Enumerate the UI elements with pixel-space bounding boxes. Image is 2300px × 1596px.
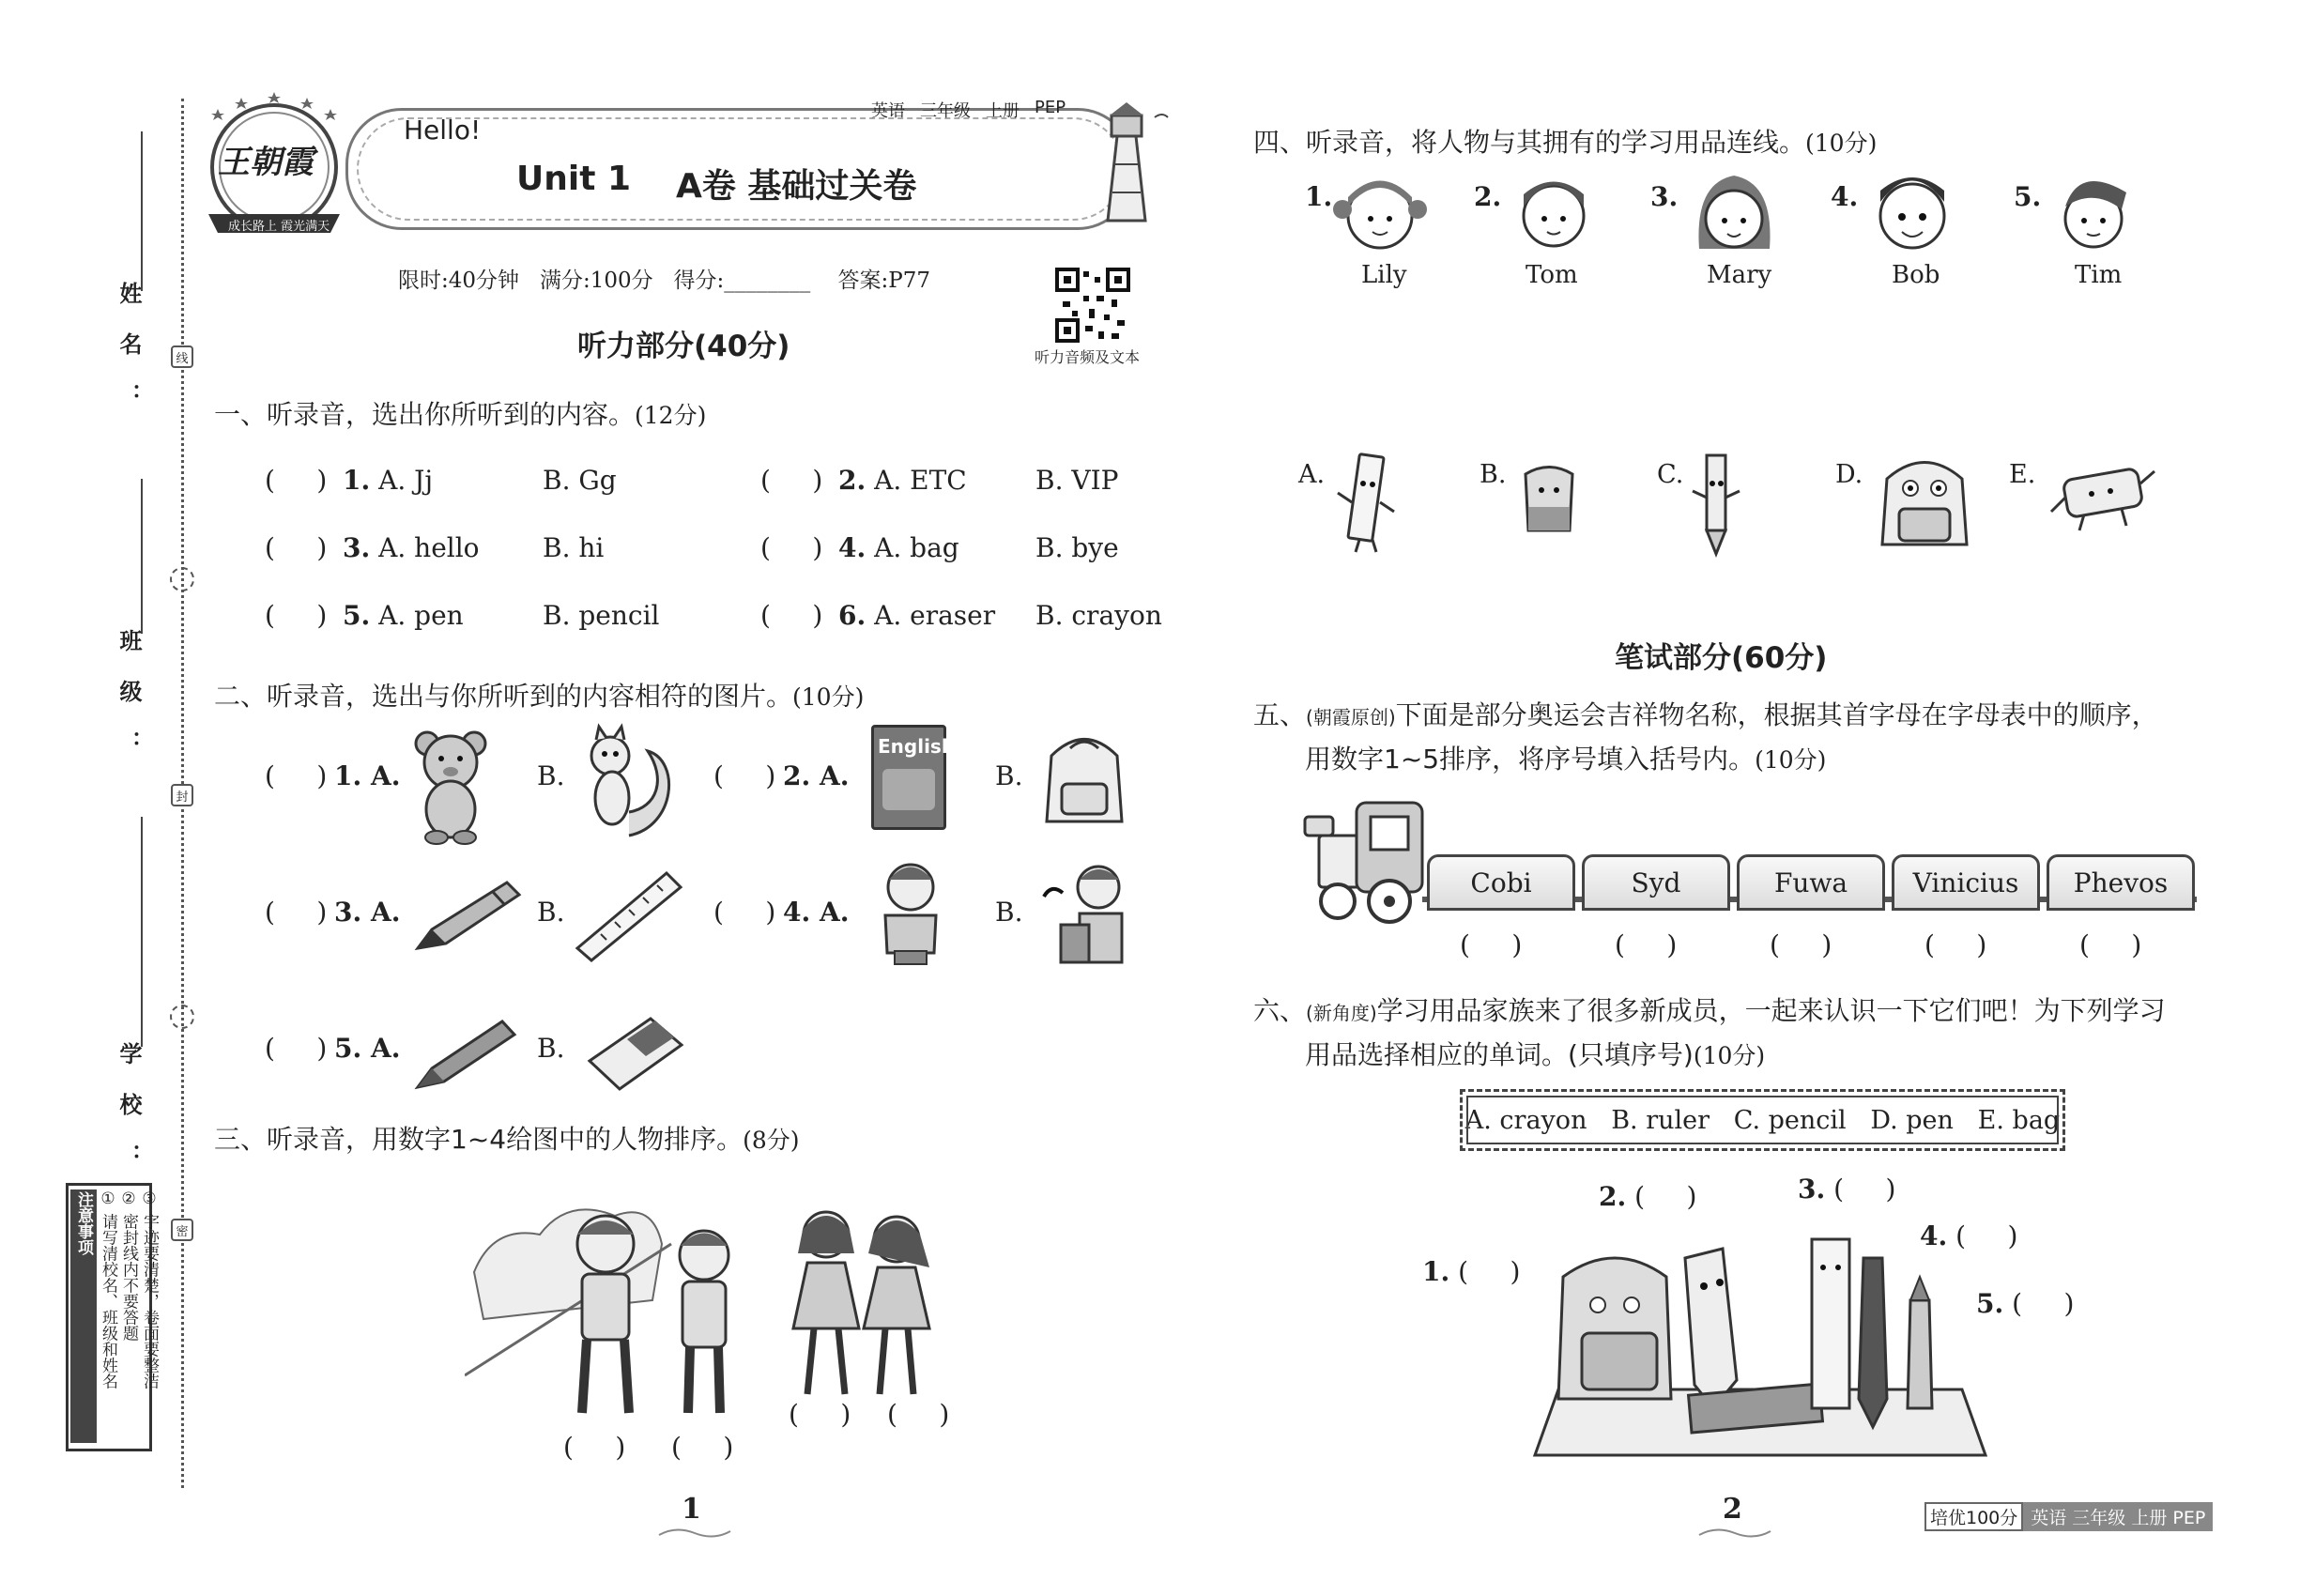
crayon-icon[interactable] [408,1014,521,1094]
question-number: 3. A. [334,897,401,928]
answer-blank[interactable]: ( ) [2079,929,2142,960]
option-a: A. hello [378,532,480,563]
section-6-text: 学习用品家族来了很多新成员，一起来认识一下它们吧！为下列学习 [1376,995,2166,1026]
label-number: 2. [1599,1181,1627,1212]
class-blank[interactable] [141,479,143,634]
greeting: Hello! [404,115,482,146]
notice-box [66,1183,159,1451]
qr-caption: 听力音频及文本 [1035,348,1141,366]
section-5-prefix: 五、 [1253,699,1307,730]
meta-subject: 英语 [871,101,905,121]
brand-tags: 英语 三年级 上册 PEP [2023,1502,2213,1531]
section-5-tag: (朝霞原创) [1306,706,1396,729]
title-main: A卷 基础过关卷 [676,167,917,206]
section-1-points: (12分) [635,402,707,429]
children-walking-illustration [465,1188,972,1422]
person-number: 1. [1305,181,1333,212]
question-number: 4. A. [783,897,850,928]
person-name: Mary [1707,261,1772,289]
squirrel-icon[interactable] [573,723,676,845]
cut-mark-line: 线 [171,345,193,368]
section-2-title [214,676,864,714]
section-5-title [1253,695,2158,732]
meta-tags [871,98,1066,122]
answer-blank[interactable]: ( ) [713,897,776,928]
person-number: 5. [2014,181,2042,212]
person-number: 3. [1650,181,1679,212]
question-item [838,465,967,496]
exam-info: 限时:40分钟 满分:100分 得分:________ 答案:P77 [398,269,931,293]
train-car: Vinicius [1892,854,2040,911]
eraser-icon[interactable] [580,1009,688,1098]
section-6-prefix: 六、 [1253,995,1307,1026]
stationery-label [1599,1181,1696,1212]
question-number: 6. [838,600,866,631]
writing-title: 笔试部分(60分) [1615,641,1828,675]
page-number-right: 2 [1723,1493,1742,1526]
stationery-label [1422,1256,1520,1287]
answer-blank[interactable]: ( ) [265,897,328,928]
title-unit: Unit 1 [516,160,631,198]
person-name: Bob [1892,261,1940,289]
answer-blank[interactable]: ( ) [1449,1256,1521,1287]
notice-title: 注意事项 [70,1189,97,1443]
answer-blank[interactable]: ( ) [1460,929,1523,960]
section-1-title [214,394,706,432]
question-number: 4. [838,532,866,563]
person-number: 4. [1831,181,1859,212]
train-car: Syd [1582,854,1730,911]
section-5-text: 下面是部分奥运会吉祥物名称，根据其首字母在字母表中的顺序， [1395,699,2158,730]
option-b-label: B. [995,760,1023,791]
wave-ornament-icon [657,1526,732,1541]
gear-icon [170,1005,194,1029]
notice-item: ③ 字迹要清楚，卷面要整洁 [140,1189,159,1389]
train-car: Fuwa [1737,854,1885,911]
answer-blank[interactable]: ( ) [1770,929,1832,960]
item-label: E. [2009,460,2036,489]
cut-mark-seal: 封 [171,784,193,806]
answer-blank[interactable]: ( ) [887,1399,950,1430]
question-item [343,465,433,496]
pencil-case-character-icon[interactable] [2047,460,2159,535]
backpack-icon[interactable] [1028,728,1141,831]
answer-blank[interactable]: ( ) [265,760,328,791]
boy-bob-icon[interactable] [1868,164,1957,263]
school-label: 学校： [115,1042,142,1194]
question-number: 5. A. [334,1033,401,1064]
answer-blank[interactable]: ( ) [1924,929,1987,960]
qr-code-icon[interactable] [1055,268,1130,343]
question-item [343,532,480,563]
answer-blank[interactable]: ( ) [760,532,823,563]
section-6-points: (10分) [1693,1042,1766,1069]
person-name: Lily [1361,261,1407,289]
question-number: 1. [343,465,371,496]
train-car: Phevos [2047,854,2195,911]
person-name: Tom [1526,261,1578,289]
option-a: A. eraser [874,600,996,631]
boy-tim-icon[interactable] [2051,164,2136,263]
question-item [838,600,995,631]
boy-with-bag-icon[interactable] [1033,859,1145,976]
footer-brand [1924,1502,2213,1531]
option-a: A. Jj [378,465,434,496]
answer-blank[interactable]: ( ) [1947,1220,2018,1251]
item-label: C. [1657,460,1684,489]
person-number: 2. [1474,181,1502,212]
answer-blank[interactable]: ( ) [563,1432,626,1463]
eraser-character-icon[interactable] [1511,460,1587,545]
meta-term: 上册 [986,101,1020,121]
section-5-points: (10分) [1755,746,1827,774]
word-bank: A. crayon B. ruler C. pencil D. pen E. bag [1460,1089,2065,1151]
cut-mark-secret: 密 [171,1219,193,1241]
option-a: A. pen [378,600,464,631]
book-label: English [878,735,956,758]
answer-blank[interactable]: ( ) [760,600,823,631]
option-b: B. bye [1035,532,1119,563]
boy-reading-icon[interactable] [868,859,953,972]
stationery-label [1798,1174,1895,1205]
section-4-title [1253,122,1877,160]
section-4-points: (10分) [1805,130,1878,157]
logo-text: 王朝霞 [218,144,314,181]
option-b: B. Gg [543,465,617,496]
section-6-tag: (新角度) [1306,1002,1377,1024]
book-cover-art [882,769,935,810]
section-2-text: 二、听录音，选出与你所听到的内容相符的图片。 [214,681,793,712]
section-5-text-2: 用数字1~5排序，将序号填入括号内。 [1305,744,1756,775]
section-5-title-line2 [1305,739,1826,776]
class-label: 班级： [115,629,142,781]
question-item [343,600,464,631]
name-label: 姓名： [115,282,142,434]
question-number: 2. [838,465,866,496]
question-item [838,532,959,563]
girl-mary-icon[interactable] [1690,164,1779,263]
option-b: B. pencil [543,600,660,631]
answer-blank[interactable]: ( ) [671,1432,734,1463]
question-number: 1. A. [334,760,401,791]
option-b-label: B. [537,760,565,791]
section-3-title [214,1119,800,1157]
answer-blank[interactable]: ( ) [265,465,328,496]
section-4-text: 四、听录音，将人物与其拥有的学习用品连线。 [1253,127,1806,158]
lighthouse-icon [1080,99,1183,230]
item-label: A. [1298,460,1326,489]
pencil-character-icon[interactable] [1688,446,1744,559]
name-blank[interactable] [141,131,143,291]
girl-lily-icon[interactable] [1333,164,1427,263]
answer-blank[interactable]: ( ) [1626,1181,1697,1212]
answer-blank[interactable]: ( ) [265,1033,328,1064]
answer-blank[interactable]: ( ) [1825,1174,1896,1205]
answer-blank[interactable]: ( ) [713,760,776,791]
option-b-label: B. [537,1033,565,1064]
english-book-icon[interactable] [871,725,956,830]
backpack-character-icon[interactable] [1873,451,1976,554]
logo-subtitle: 成长路上 霞光满天 [228,220,330,234]
item-label: B. [1480,460,1507,489]
stationery-label [1976,1288,2074,1319]
option-a: A. bag [874,532,959,563]
pen-icon[interactable] [408,878,526,953]
gear-icon [170,567,194,591]
answer-blank[interactable]: ( ) [265,600,328,631]
question-number: 3. [343,532,371,563]
person-name: Tim [2075,261,2123,289]
page-title [516,160,916,207]
notice-item: ① 请写清校名、班级和姓名 [99,1189,117,1389]
section-6-text-2: 用品选择相应的单词。(只填序号) [1305,1039,1694,1070]
section-2-points: (10分) [792,683,865,711]
boy-tom-icon[interactable] [1511,164,1596,263]
label-number: 3. [1798,1174,1826,1205]
section-6-title-line2 [1305,1035,1765,1072]
question-number: 5. [343,600,371,631]
ruler-icon[interactable] [573,868,685,962]
option-b-label: B. [995,897,1023,928]
answer-blank[interactable]: ( ) [760,465,823,496]
brand-name: 培优100分 [1924,1502,2023,1531]
train-engine-icon [1300,798,1427,925]
answer-blank[interactable]: ( ) [1615,929,1678,960]
option-a: A. ETC [874,465,967,496]
option-b: B. crayon [1035,600,1162,631]
stationery-family-illustration [1511,1220,2000,1474]
train-car: Cobi [1427,854,1575,911]
answer-blank[interactable]: ( ) [789,1399,851,1430]
section-3-points: (8分) [743,1127,800,1154]
answer-blank[interactable]: ( ) [2003,1288,2075,1319]
label-number: 1. [1422,1256,1450,1287]
ruler-character-icon[interactable] [1333,451,1399,554]
option-b-label: B. [537,897,565,928]
page-number-left: 1 [682,1493,701,1526]
answer-blank[interactable]: ( ) [265,532,328,563]
meta-grade: 三年级 [920,101,971,121]
label-number: 5. [1976,1288,2004,1319]
item-label: D. [1835,460,1863,489]
section-3-text: 三、听录音，用数字1~4给图中的人物排序。 [214,1124,744,1155]
meta-edition: PEP [1035,98,1066,117]
label-number: 4. [1920,1220,1948,1251]
wave-ornament-icon [1697,1526,1772,1541]
notice-item: ② 密封线内不要答题 [119,1189,138,1342]
bear-icon[interactable] [404,723,498,845]
question-number: 2. A. [783,760,850,791]
section-6-title [1253,990,2166,1028]
listening-title: 听力部分(40分) [577,330,790,363]
stationery-label [1920,1220,2017,1251]
school-blank[interactable] [141,817,143,1047]
option-b: B. hi [543,532,605,563]
option-b: B. VIP [1035,465,1119,496]
section-1-text: 一、听录音，选出你所听到的内容。 [214,399,636,430]
